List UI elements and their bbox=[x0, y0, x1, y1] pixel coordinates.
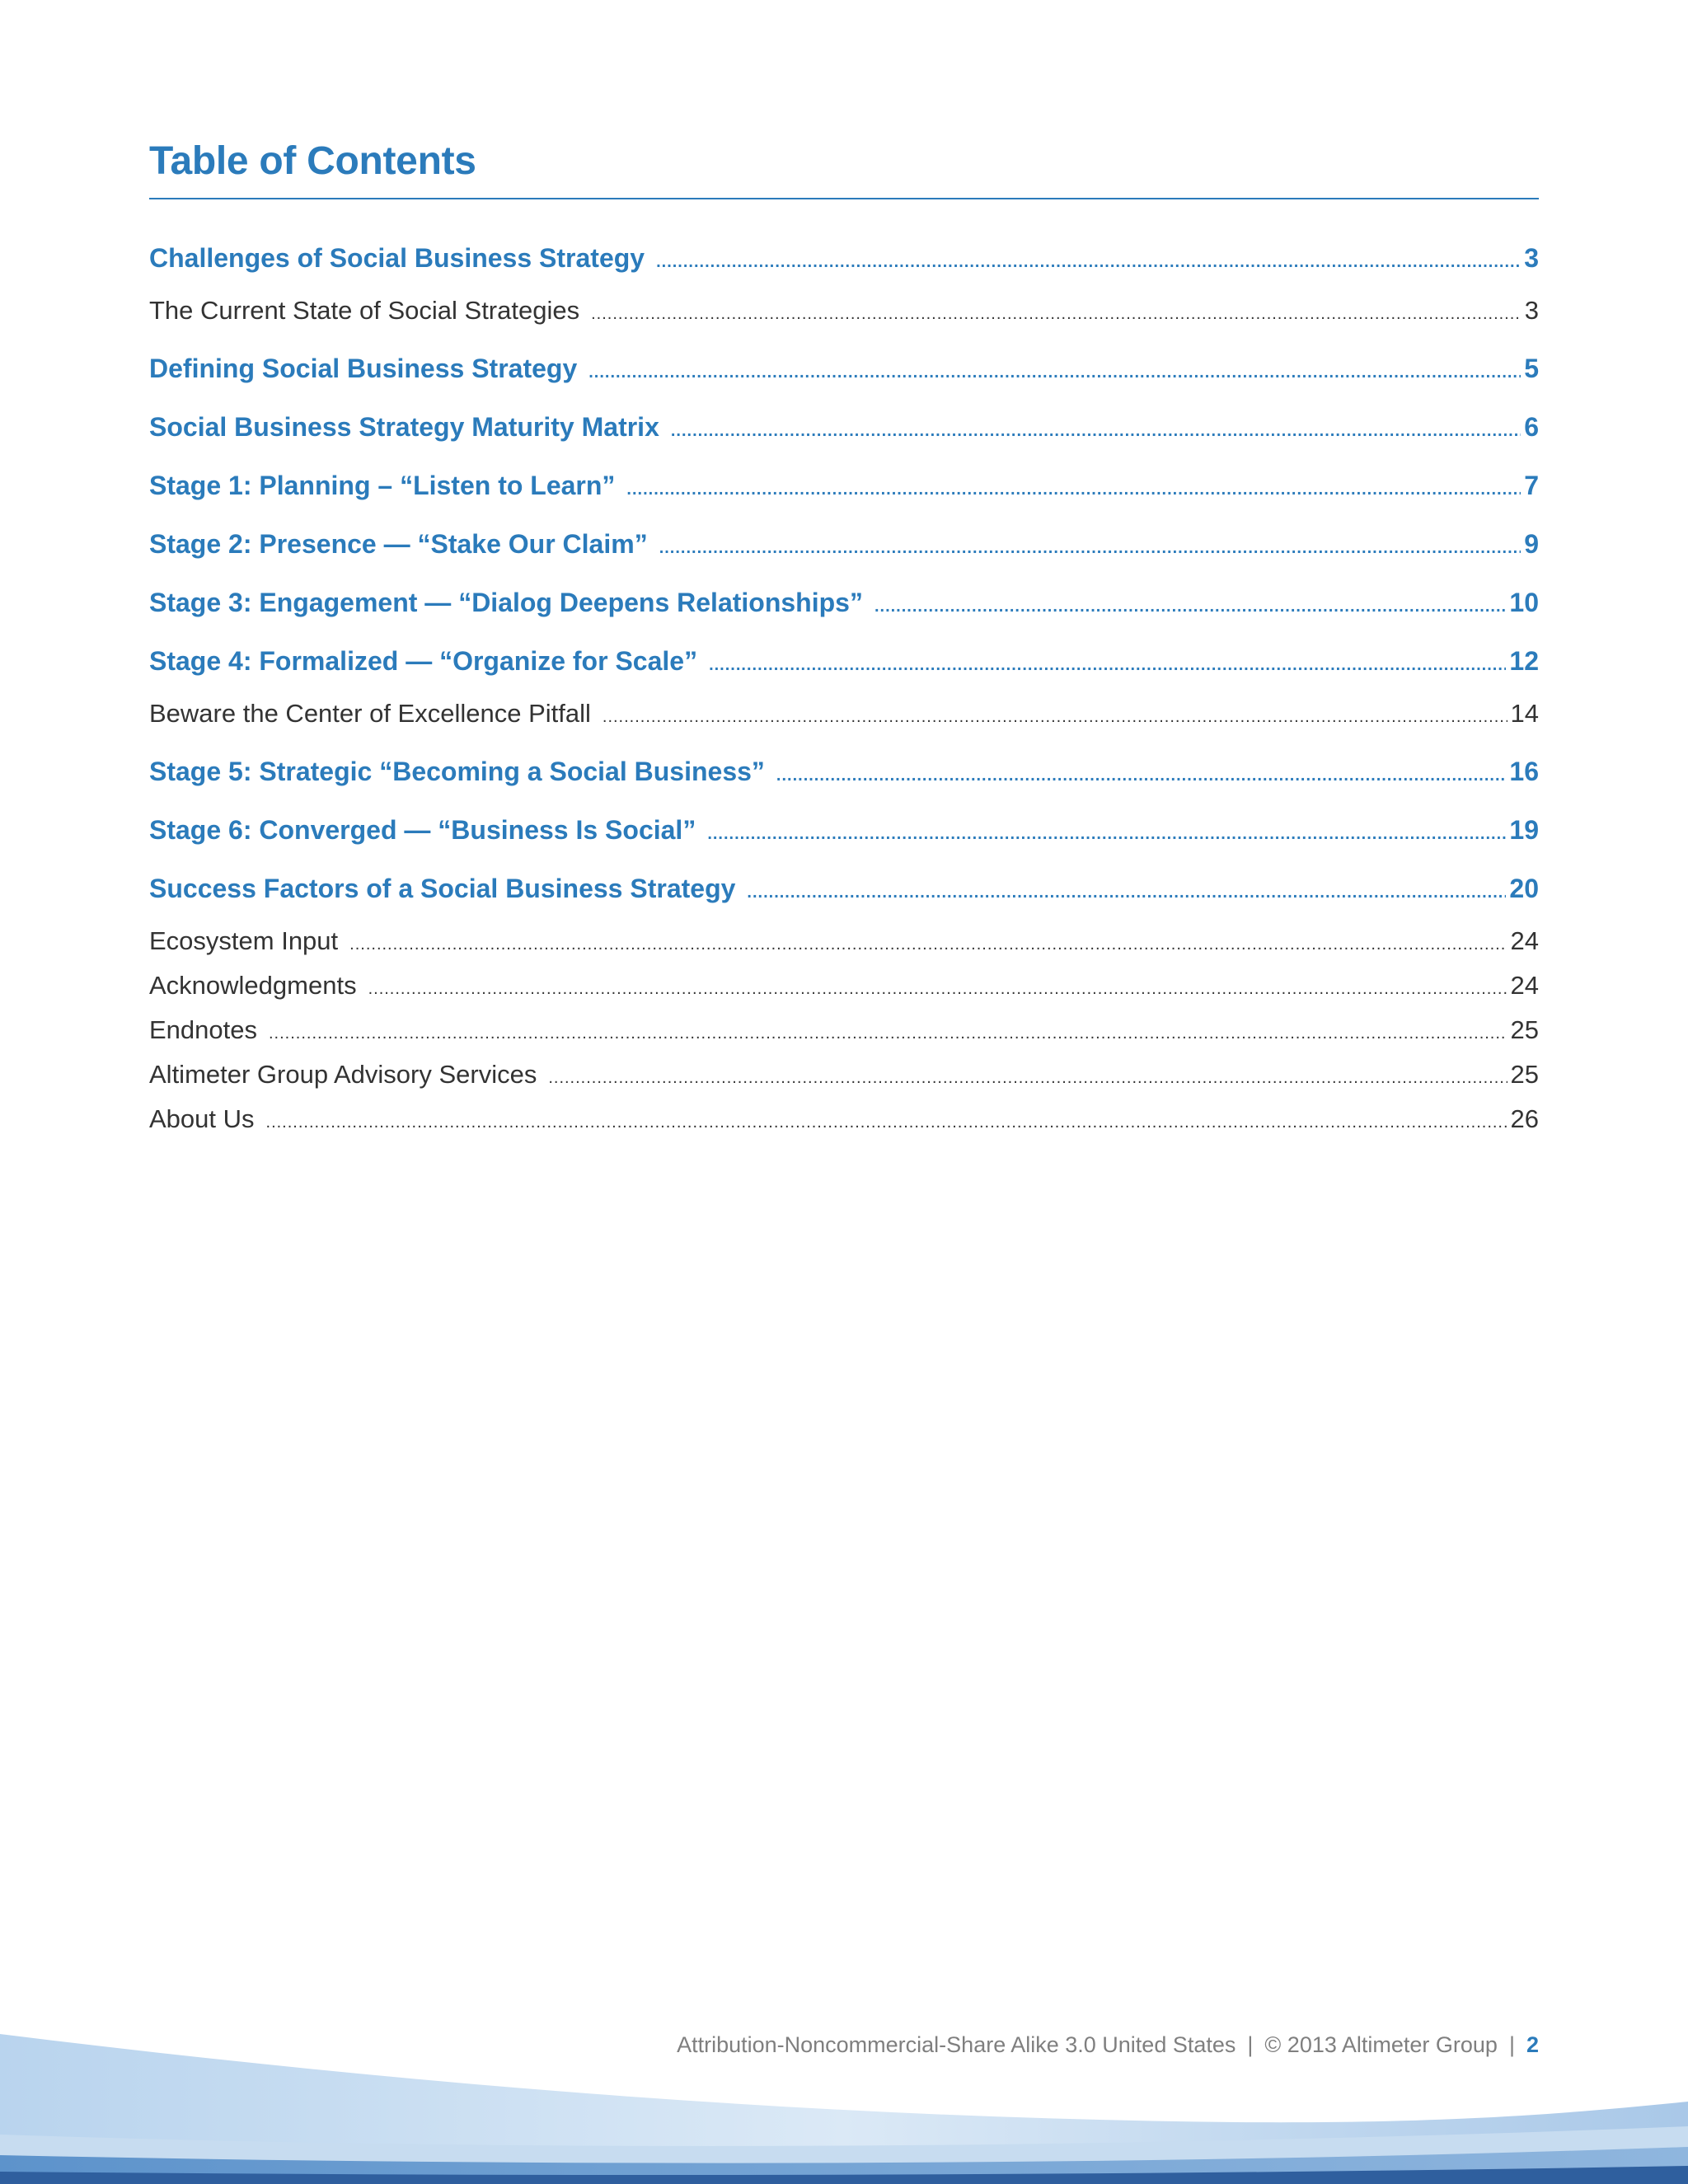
toc-entry-stage-1[interactable] bbox=[149, 460, 1539, 518]
dot-leader bbox=[874, 581, 1506, 633]
toc-entry-label: Social Business Strategy Maturity Matrix bbox=[149, 412, 659, 442]
dot-leader bbox=[747, 867, 1506, 919]
toc-entry-advisory-services[interactable] bbox=[149, 1055, 1539, 1099]
toc-entry-label: Ecosystem Input bbox=[149, 926, 339, 955]
toc-entry-label: Stage 1: Planning – “Listen to Learn” bbox=[149, 471, 616, 500]
toc-page-number: 19 bbox=[1509, 815, 1539, 845]
dot-leader bbox=[349, 925, 1507, 964]
toc-page-number: 10 bbox=[1509, 588, 1539, 617]
toc-page-number: 24 bbox=[1510, 971, 1539, 1000]
toc-page-number: 25 bbox=[1510, 1015, 1539, 1044]
toc-page-number: 3 bbox=[1524, 296, 1539, 325]
toc-entry-label: The Current State of Social Strategies bbox=[149, 296, 580, 325]
toc-entry-label: Stage 3: Engagement — “Dialog Deepens Relationships” bbox=[149, 588, 863, 617]
toc-entry-label: Stage 4: Formalized — “Organize for Scale” bbox=[149, 646, 698, 676]
toc-page-number: 5 bbox=[1524, 354, 1539, 383]
footer-separator: | bbox=[1508, 2032, 1515, 2057]
toc-entry-acknowledgments[interactable] bbox=[149, 966, 1539, 1010]
toc-entry-success-factors[interactable] bbox=[149, 863, 1539, 921]
footer-separator: | bbox=[1247, 2032, 1254, 2057]
dot-leader bbox=[603, 697, 1507, 737]
toc-page-number: 26 bbox=[1510, 1104, 1539, 1133]
toc-entry-label: Stage 5: Strategic “Becoming a Social Business” bbox=[149, 757, 765, 786]
toc-entry-label: Acknowledgments bbox=[149, 971, 357, 1000]
dot-leader bbox=[671, 405, 1521, 457]
toc-page-number: 6 bbox=[1524, 412, 1539, 442]
toc-entry-label: Beware the Center of Excellence Pitfall bbox=[149, 699, 591, 728]
dot-leader bbox=[591, 294, 1522, 334]
toc-entry-label: Defining Social Business Strategy bbox=[149, 354, 578, 383]
dot-leader bbox=[709, 640, 1506, 691]
toc-entry-stage-3[interactable] bbox=[149, 577, 1539, 635]
toc-entry-label: About Us bbox=[149, 1104, 255, 1133]
page-title: Table of Contents bbox=[149, 139, 476, 183]
toc-entry-stage-4[interactable] bbox=[149, 635, 1539, 694]
dot-leader bbox=[266, 1103, 1507, 1142]
toc-entry-label: Endnotes bbox=[149, 1015, 257, 1044]
toc-page-number: 25 bbox=[1510, 1060, 1539, 1089]
toc-page-number: 12 bbox=[1509, 646, 1539, 676]
dot-leader bbox=[269, 1014, 1507, 1053]
footer-copyright: © 2013 Altimeter Group bbox=[1264, 2032, 1498, 2057]
footer-page-number: 2 bbox=[1526, 2032, 1539, 2057]
footer-license: Attribution-Noncommercial-Share Alike 3.0 United States bbox=[677, 2032, 1236, 2057]
toc-entry-coe-pitfall[interactable] bbox=[149, 694, 1539, 746]
toc-entry-maturity-matrix[interactable] bbox=[149, 401, 1539, 460]
toc-page-number: 24 bbox=[1510, 926, 1539, 955]
toc-page-number: 9 bbox=[1524, 529, 1539, 559]
toc-entry-endnotes[interactable] bbox=[149, 1010, 1539, 1055]
toc-entry-label: Challenges of Social Business Strategy bbox=[149, 243, 645, 273]
toc-entry-stage-6[interactable] bbox=[149, 804, 1539, 863]
toc-entry-about-us[interactable] bbox=[149, 1099, 1539, 1144]
footer bbox=[677, 2032, 1539, 2058]
toc-entry-label: Stage 6: Converged — “Business Is Social” bbox=[149, 815, 696, 845]
dot-leader bbox=[659, 523, 1522, 574]
dot-leader bbox=[626, 464, 1521, 516]
dot-leader bbox=[548, 1058, 1507, 1098]
toc-entry-ecosystem-input[interactable] bbox=[149, 921, 1539, 966]
toc-page-number: 7 bbox=[1524, 471, 1539, 500]
dot-leader bbox=[776, 750, 1507, 802]
table-of-contents bbox=[149, 232, 1539, 1144]
dot-leader bbox=[707, 808, 1506, 860]
toc-entry-label: Stage 2: Presence — “Stake Our Claim” bbox=[149, 529, 648, 559]
toc-entry-stage-5[interactable] bbox=[149, 746, 1539, 804]
toc-entry-label: Altimeter Group Advisory Services bbox=[149, 1060, 537, 1089]
toc-page-number: 16 bbox=[1509, 757, 1539, 786]
toc-entry-label: Success Factors of a Social Business Strategy bbox=[149, 874, 736, 903]
toc-entry-stage-2[interactable] bbox=[149, 518, 1539, 577]
toc-page-number: 20 bbox=[1509, 874, 1539, 903]
title-divider bbox=[149, 198, 1539, 199]
dot-leader bbox=[656, 237, 1521, 288]
dot-leader bbox=[368, 969, 1507, 1009]
toc-page-number: 14 bbox=[1510, 699, 1539, 728]
toc-page-number: 3 bbox=[1524, 243, 1539, 273]
toc-entry-challenges[interactable] bbox=[149, 232, 1539, 291]
toc-entry-defining[interactable] bbox=[149, 343, 1539, 401]
dot-leader bbox=[588, 347, 1521, 399]
toc-entry-current-state[interactable] bbox=[149, 291, 1539, 343]
